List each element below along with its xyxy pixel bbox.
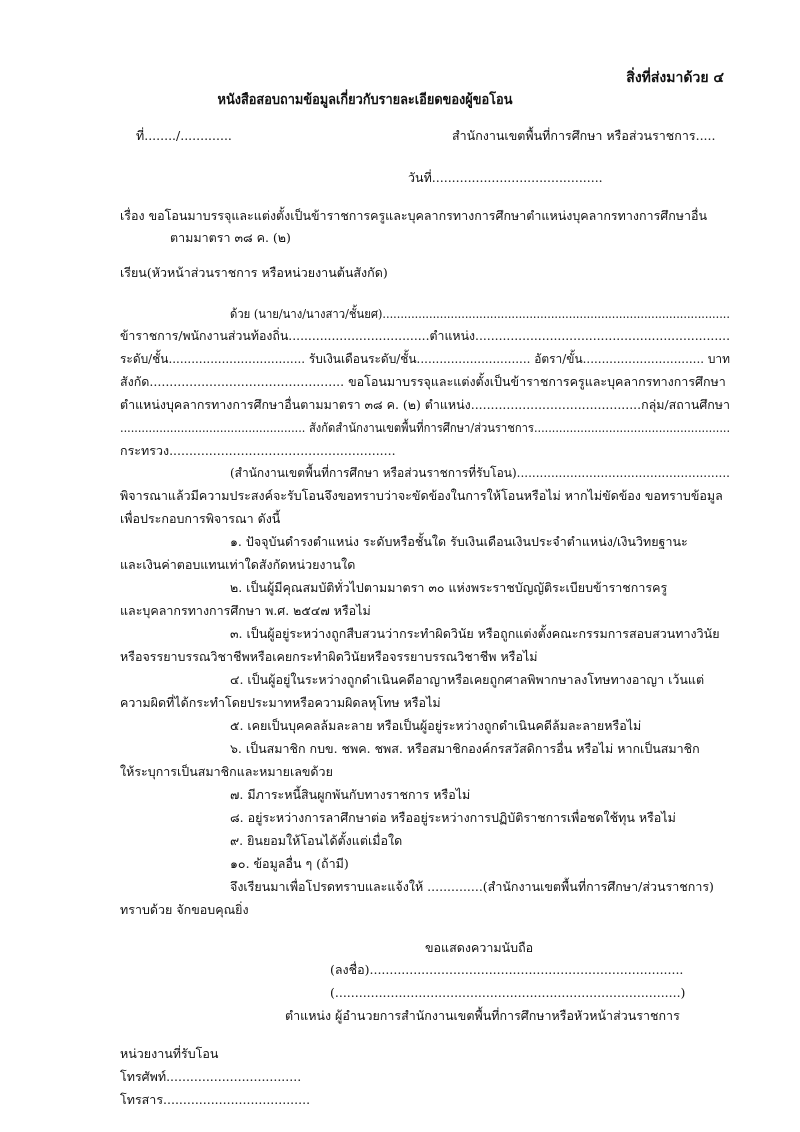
date-line: วันที่...........................................: [408, 170, 603, 185]
body-paragraph-line: .................................................... สังกัดสำนักงานเขตพื้นที่การศึกษา/ส่วนราชการ.......................................................: [120, 420, 731, 435]
body-paragraph-line: ระดับ/ชั้น.................................... รับเงินเดือนระดับ/ชั้น.............................. อัตรา/ขั้น................................ บาท: [120, 351, 731, 366]
issuing-office: สำนักงานเขตพื้นที่การศึกษา หรือส่วนราชการ.....: [452, 128, 716, 143]
list-item: ๗. มีภาระหนี้สินผูกพันกับทางราชการ หรือไม่: [230, 787, 471, 802]
phone-line: โทรศัพท์..................................: [120, 1069, 302, 1084]
subject-line-continued: ตามมาตรา ๓๘ ค. (๒): [170, 230, 291, 245]
body-paragraph-line: พิจารณาแล้วมีความประสงค์จะรับโอนจึงขอทราบว่าจะขัดข้องในการให้โอนหรือไม่ หากไม่ขัดข้อง ขอทราบข้อมูล: [120, 488, 723, 503]
list-item-continued: และบุคลากรทางการศึกษา พ.ศ. ๒๕๔๗ หรือไม่: [120, 603, 371, 618]
list-item: ๔. เป็นผู้อยู่ในระหว่างถูกดำเนินคดีอาญาหรือเคยถูกศาลพิพากษาลงโทษทางอาญา เว้นแต่: [230, 672, 705, 687]
list-item: ๑. ปัจจุบันดำรงตำแหน่ง ระดับหรือชั้นใด รับเงินเดือนเงินประจำตำแหน่ง/เงินวิทยฐานะ: [230, 534, 688, 549]
closing-line: จึงเรียนมาเพื่อโปรดทราบและแจ้งให้ ..............(สำนักงานเขตพื้นที่การศึกษา/ส่วนราชการ): [230, 879, 714, 894]
body-paragraph-line: กระทรวง.........................................................: [120, 443, 396, 458]
list-item-continued: และเงินค่าตอบแทนเท่าใดสังกัดหน่วยงานใด: [120, 557, 356, 572]
reference-number: ที่......../.............: [136, 128, 232, 143]
list-item: ๖. เป็นสมาชิก กบข. ชพค. ชพส. หรือสมาชิกองค์กรสวัสดิการอื่น หรือไม่ หากเป็นสมาชิก: [230, 741, 700, 756]
list-item: ๘. อยู่ระหว่างการลาศึกษาต่อ หรืออยู่ระหว่างการปฏิบัติราชการเพื่อชดใช้ทุน หรือไม่: [230, 810, 676, 825]
signature-name: (.......................................................................................): [330, 985, 686, 1000]
body-paragraph-line: (สำนักงานเขตพื้นที่การศึกษา หรือส่วนราชการที่รับโอน)........................................................: [230, 465, 730, 480]
subject-line: เรื่อง ขอโอนมาบรรจุและแต่งตั้งเป็นข้าราชการครูและบุคลากรทางการศึกษาตำแหน่งบุคลากรทางการศึกษาอื่น: [120, 208, 708, 223]
list-item: ๓. เป็นผู้อยู่ระหว่างถูกสืบสวนว่ากระทำผิดวินัย หรือถูกแต่งตั้งคณะกรรมการสอบสวนทางวินัย: [230, 626, 720, 641]
attachment-label: สิ่งที่ส่งมาด้วย ๔: [626, 70, 724, 86]
list-item: ๙. ยินยอมให้โอนได้ตั้งแต่เมื่อใด: [230, 833, 403, 848]
signature-position: ตำแหน่ง ผู้อำนวยการสำนักงานเขตพื้นที่การศึกษาหรือหัวหน้าส่วนราชการ: [285, 1008, 680, 1023]
document-title: หนังสือสอบถามข้อมูลเกี่ยวกับรายละเอียดของผู้ขอโอน: [217, 92, 513, 108]
salutation: เรียน(หัวหน้าส่วนราชการ หรือหน่วยงานต้นสังกัด): [120, 265, 388, 280]
list-item: ๕. เคยเป็นบุคคลล้มละลาย หรือเป็นผู้อยู่ระหว่างถูกดำเนินคดีล้มละลายหรือไม่: [230, 718, 642, 733]
signature-line: (ลงชื่อ)...............................................................................: [330, 962, 684, 977]
list-item: ๒. เป็นผู้มีคุณสมบัติทั่วไปตามมาตรา ๓๐ แห่งพระราชบัญญัติระเบียบข้าราชการครู: [230, 580, 668, 595]
list-item-continued: ให้ระบุการเป็นสมาชิกและหมายเลขด้วย: [120, 764, 333, 779]
list-item-continued: ความผิดที่ได้กระทำโดยประมาทหรือความผิดลหุโทษ หรือไม่: [120, 695, 441, 710]
closing-line-continued: ทราบด้วย จักขอบคุณยิ่ง: [120, 902, 249, 917]
body-paragraph-line: เพื่อประกอบการพิจารณา ดังนี้: [120, 511, 281, 526]
signature-regards: ขอแสดงความนับถือ: [425, 940, 534, 955]
body-paragraph-line: ข้าราชการ/พนักงานส่วนท้องถิ่น....................................ตำแหน่ง.................................................................: [120, 328, 731, 343]
fax-line: โทรสาร.....................................: [120, 1092, 311, 1107]
list-item: ๑๐. ข้อมูลอื่น ๆ (ถ้ามี): [230, 856, 349, 871]
receiving-unit-label: หน่วยงานที่รับโอน: [120, 1046, 219, 1061]
body-paragraph-line: ตำแหน่งบุคลากรทางการศึกษาอื่นตามมาตรา ๓๘ ค. (๒) ตำแหน่ง...........................................กลุ่ม/สถานศึกษา: [120, 397, 731, 412]
body-paragraph-line: ด้วย (นาย/นาง/นางสาว/ชั้นยศ).................................................................................................: [230, 306, 730, 321]
list-item-continued: หรือจรรยาบรรณวิชาชีพหรือเคยกระทำผิดวินัยหรือจรรยาบรรณวิชาชีพ หรือไม่: [120, 649, 538, 664]
body-paragraph-line: สังกัด................................................. ขอโอนมาบรรจุและแต่งตั้งเป็นข้าราชการครูและบุคลากรทางการศึกษา: [120, 374, 726, 389]
